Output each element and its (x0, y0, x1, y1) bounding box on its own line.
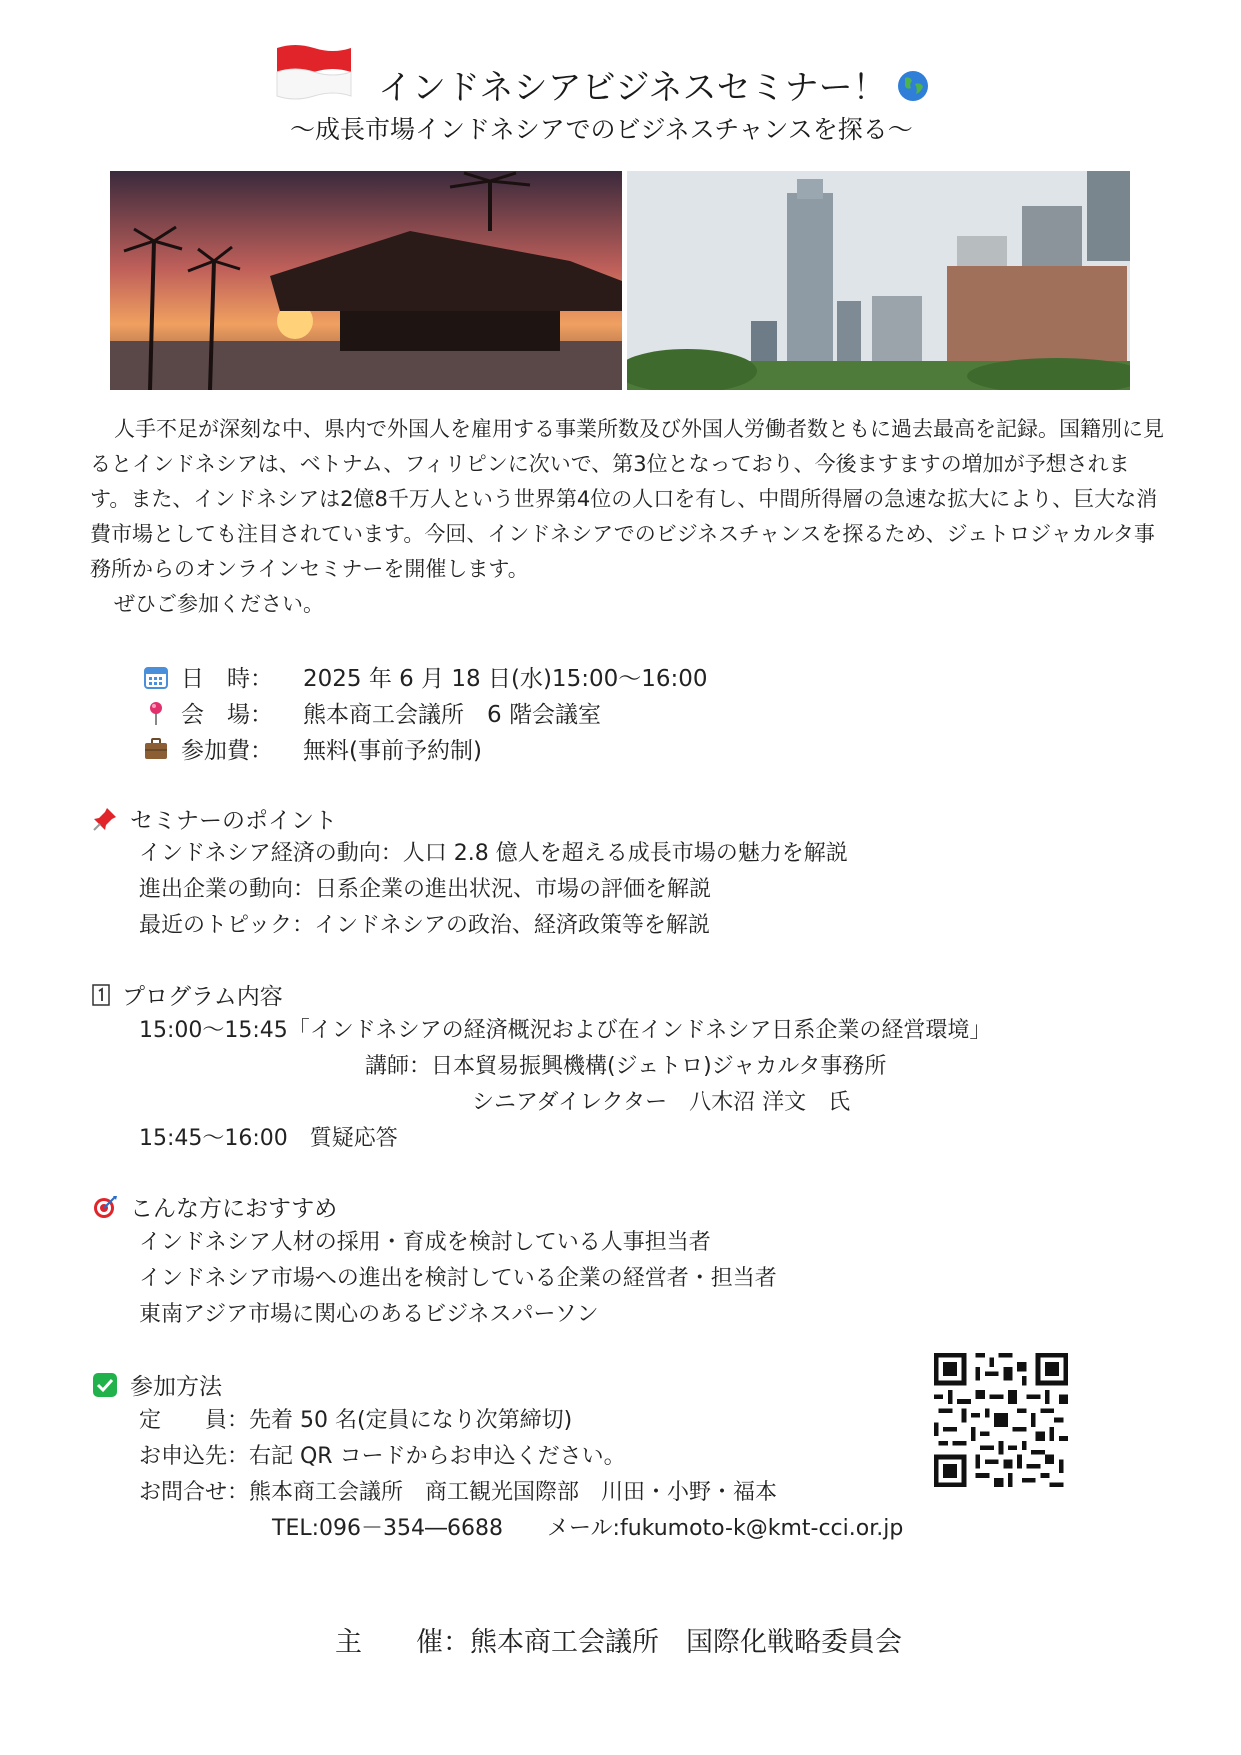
points-heading-text: セミナーのポイント (130, 808, 337, 834)
point-item: 進出企業の動向：日系企業の進出状況、市場の評価を解説 (139, 877, 712, 902)
page-title: インドネシアビジネスセミナー！ (378, 68, 887, 108)
venue-row (143, 696, 601, 729)
pushpin-icon (92, 806, 118, 832)
venue-label: 会 場： (181, 702, 273, 728)
city-skyline-photo (627, 171, 1130, 390)
program-lecturer-title: シニアダイレクター 八木沼 洋文 氏 (472, 1090, 851, 1115)
briefcase-icon (143, 736, 169, 762)
recommend-item: インドネシア市場への進出を検討している企業の経営者・担当者 (139, 1266, 777, 1291)
target-icon (92, 1194, 118, 1220)
number-one-icon (92, 984, 110, 1006)
organizer-text: 主 催：熊本商工会議所 国際化戦略委員会 (335, 1627, 902, 1658)
date-label: 日 時： (181, 666, 273, 692)
program-heading (92, 978, 283, 1011)
map-pin-icon (143, 700, 169, 726)
program-session: 15:00～15:45「インドネシアの経済概況および在インドネシア日系企業の経営環境」 (139, 1018, 992, 1043)
globe-icon (897, 70, 929, 102)
recommend-item: インドネシア人材の採用・育成を検討している人事担当者 (139, 1230, 711, 1255)
fee-value: 無料(事前予約制) (303, 738, 482, 764)
venue-value: 熊本商工会議所 6 階会議室 (303, 702, 601, 728)
apply-text: お申込先：右記 QR コードからお申込ください。 (139, 1444, 626, 1469)
date-value: 2025 年 6 月 18 日(水)15:00～16:00 (303, 666, 708, 692)
point-item: 最近のトピック：インドネシアの政治、経済政策等を解説 (139, 913, 710, 938)
program-heading-text: プログラム内容 (122, 984, 283, 1010)
capacity-text: 定 員：先着 50 名(定員になり次第締切) (139, 1408, 573, 1433)
qr-code[interactable] (934, 1353, 1068, 1487)
intro-text (90, 412, 1165, 622)
points-heading (92, 802, 337, 835)
tel-mail-text: TEL:096－354―6688 メール:fukumoto-k@kmt-cci.or.jp (272, 1516, 904, 1541)
fee-label: 参加費： (181, 738, 273, 764)
resort-sunset-photo (110, 171, 622, 390)
indonesia-flag-icon (273, 40, 355, 102)
participation-heading (92, 1368, 222, 1401)
page-subtitle: ～成長市場インドネシアでのビジネスチャンスを探る～ (290, 115, 913, 144)
contact-text: お問合せ：熊本商工会議所 商工観光国際部 川田・小野・福本 (139, 1480, 778, 1505)
program-lecturer: 講師：日本貿易振興機構(ジェトロ)ジャカルタ事務所 (365, 1054, 887, 1079)
recommend-heading-text: こんな方におすすめ (130, 1196, 338, 1222)
calendar-icon (143, 664, 169, 690)
date-row (143, 660, 708, 693)
intro-paragraph: 人手不足が深刻な中、県内で外国人を雇用する事業所数及び外国人労働者数ともに過去最高を記録。国籍別に見るとインドネシアは、ベトナム、フィリピンに次いで、第3位となっており、今後ますますの増加が予想されます。また、インドネシアは2億8千万人という世界第4位の人口を有し、中間所得層の急速な拡大により、巨大な消費市場としても注目されています。今回、インドネシアでのビジネスチャンスを探るため、ジェトロジャカルタ事務所からのオンラインセミナーを開催します。 (90, 417, 1164, 581)
fee-row (143, 732, 482, 765)
recommend-heading (92, 1190, 337, 1223)
check-box-icon (92, 1372, 118, 1398)
participation-heading-text: 参加方法 (130, 1374, 222, 1400)
intro-closing: ぜひご参加ください。 (114, 592, 324, 616)
recommend-item: 東南アジア市場に関心のあるビジネスパーソン (139, 1302, 599, 1327)
program-qa: 15:45～16:00 質疑応答 (139, 1126, 398, 1151)
point-item: インドネシア経済の動向：人口 2.8 億人を超える成長市場の魅力を解説 (139, 841, 848, 866)
